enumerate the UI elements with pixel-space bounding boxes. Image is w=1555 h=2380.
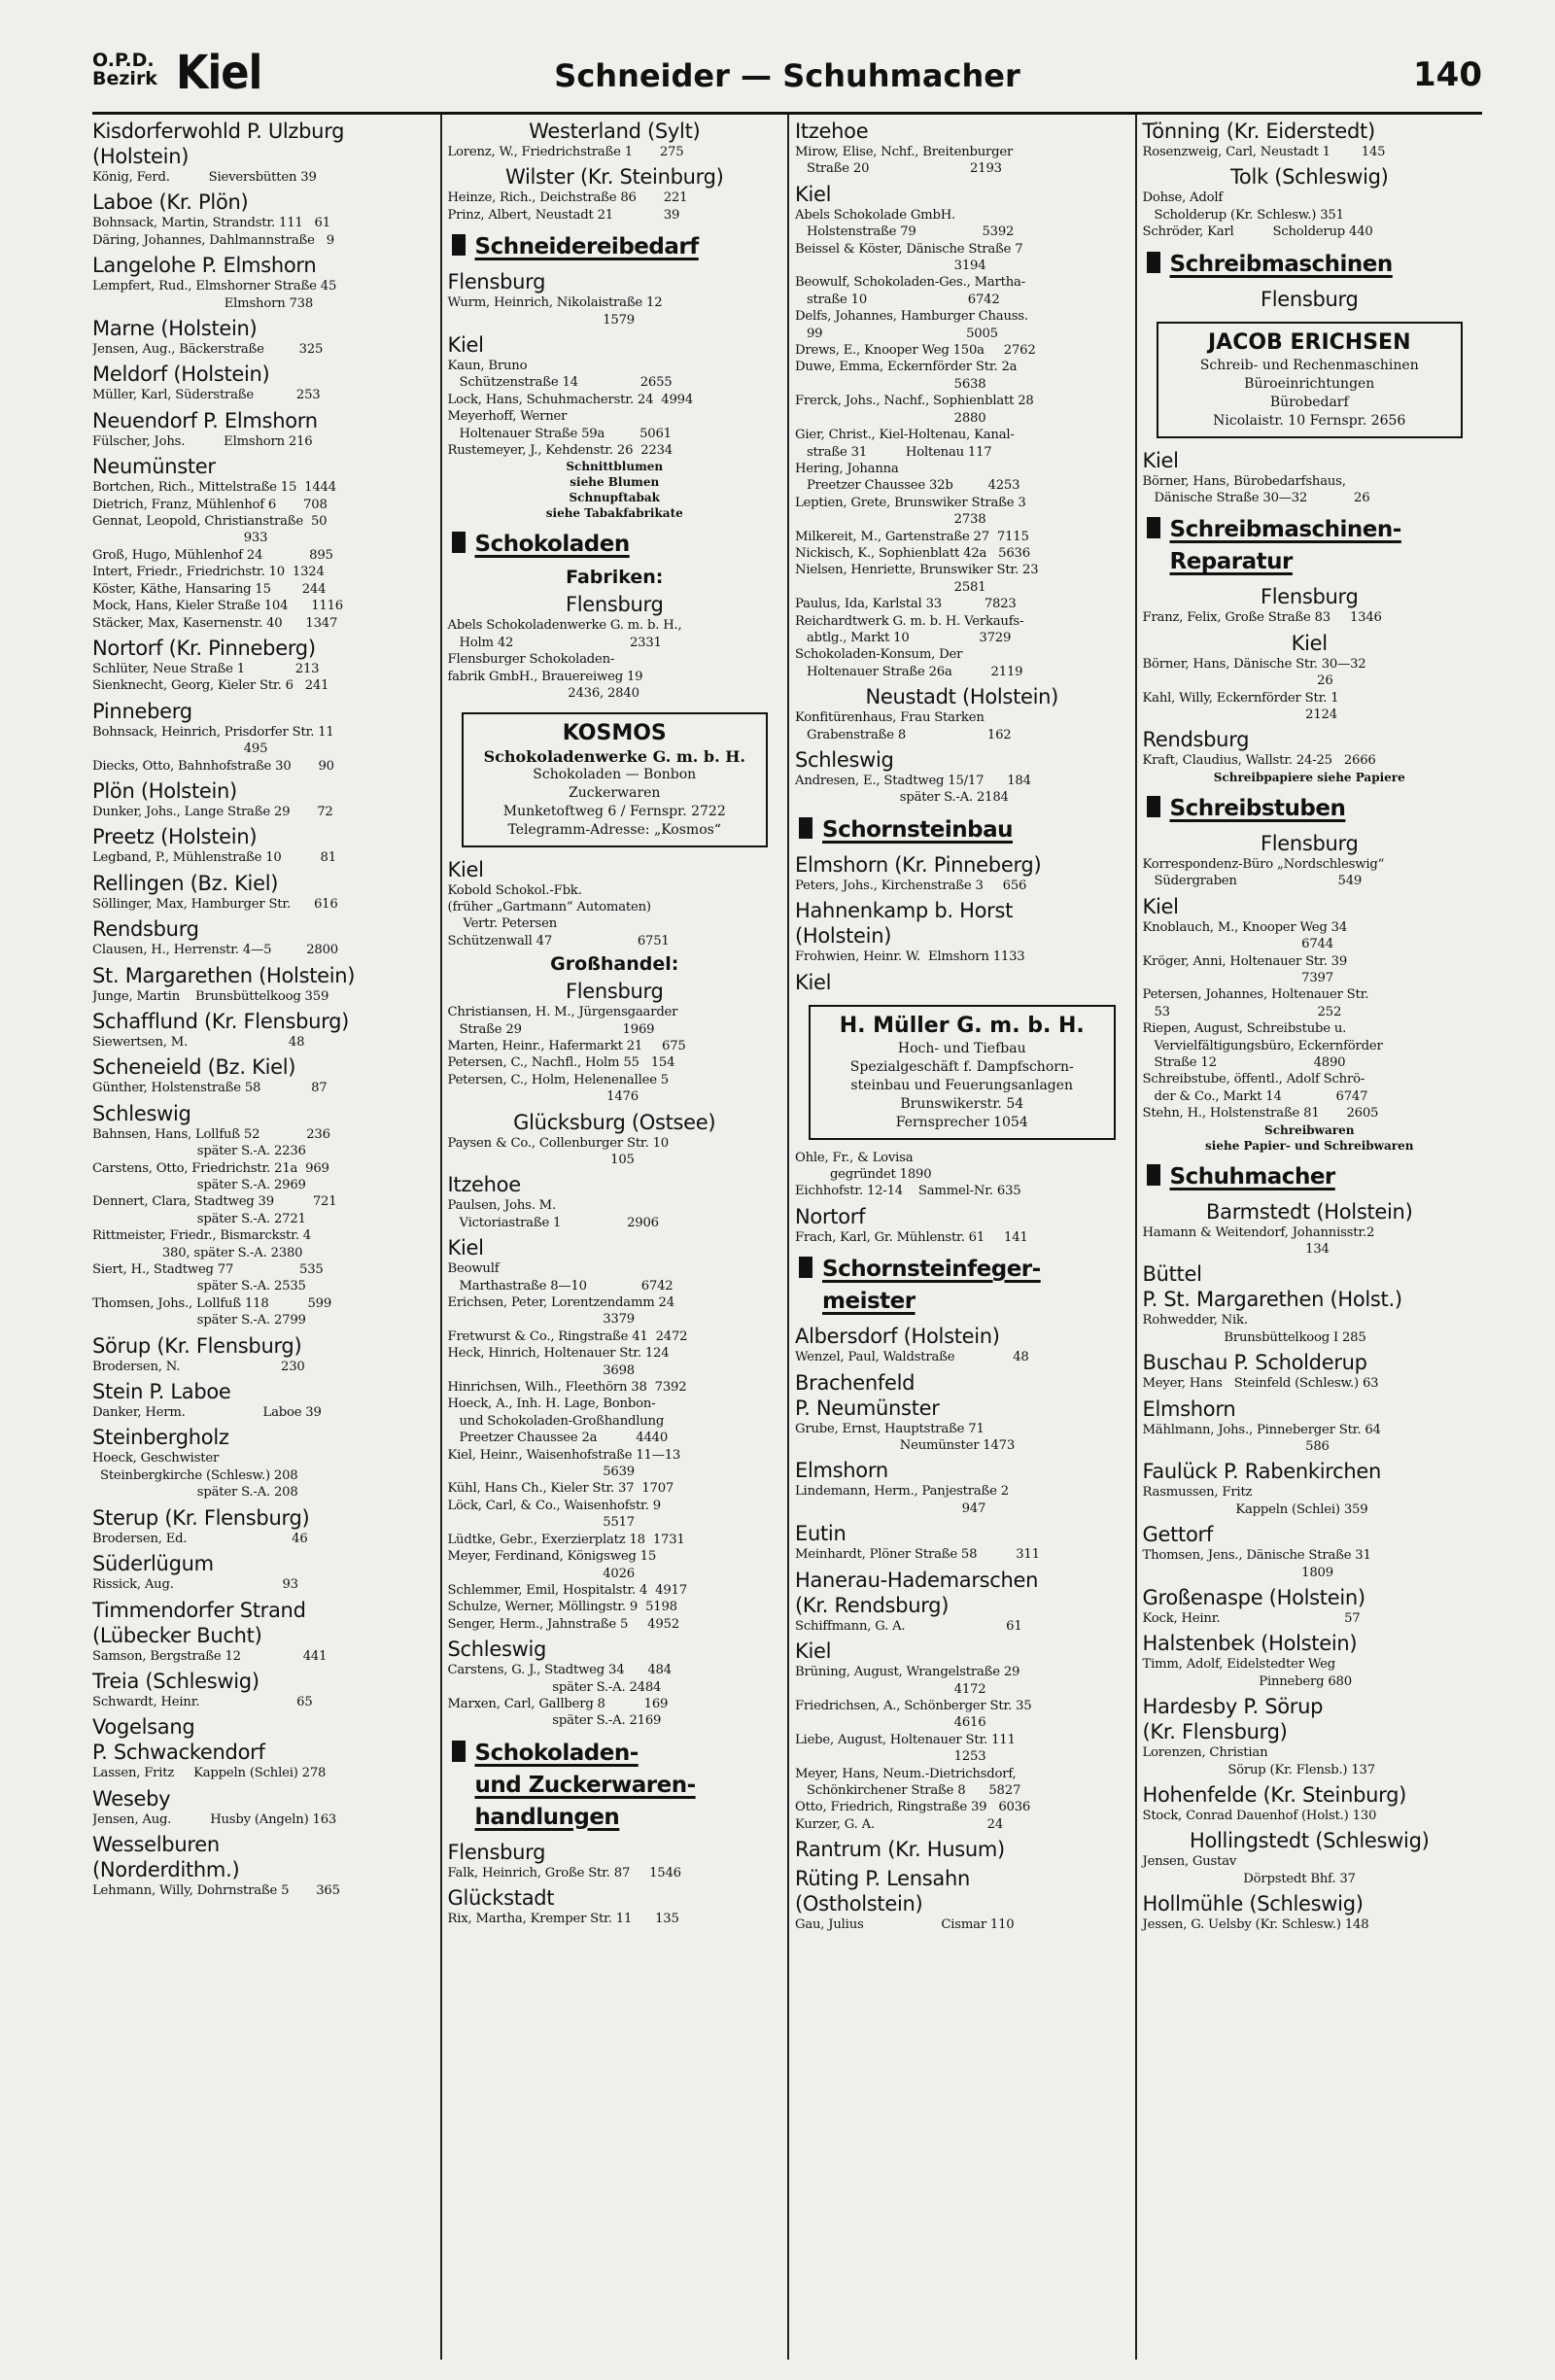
listing-entry: Rissick, Aug. 93 — [92, 1577, 298, 1593]
place-heading: Rellingen (Bz. Kiel) — [92, 871, 279, 895]
column-3 — [787, 115, 1135, 2360]
listing-entry: Junge, Martin Brunsbüttelkoog 359 — [92, 988, 329, 1004]
listing-entry: Mählmann, Johs., Pinneberger Str. 64 586 — [1142, 1422, 1381, 1454]
advertisement-line: Schokoladen — Bonbon — [533, 766, 697, 782]
listing-entry: Jensen, Aug., Bäckerstraße 325 — [92, 342, 324, 358]
place-heading: Hollingstedt (Schleswig) — [1189, 1829, 1430, 1853]
place-heading: Steinbergholz — [92, 1426, 229, 1450]
cross-reference: Schreibpapiere siehe Papiere — [1213, 770, 1405, 784]
listing-entry: Rosenzweig, Carl, Neustadt 1 145 — [1142, 145, 1386, 159]
place-heading: Hohenfelde (Kr. Steinburg) — [1142, 1783, 1407, 1808]
place-heading: Halstenbek (Holstein) — [1142, 1632, 1358, 1656]
listing-entry: Frohwien, Heinr. W. Elmshorn 1133 — [795, 949, 1025, 965]
place-heading: St. Margarethen (Holstein) — [92, 963, 356, 987]
place-heading: Hollmühle (Schleswig) — [1142, 1892, 1364, 1916]
listing-entry: Paysen & Co., Collenburger Str. 10 105 — [447, 1135, 669, 1167]
category-title: Schornsteinfeger- meister — [822, 1257, 1041, 1315]
listing-entry: Heinze, Rich., Deichstraße 86 221 Prinz, Albert, Neustadt 21 39 — [447, 190, 688, 223]
listing-entry: Ohle, Fr., & Lovisa gegründet 1890 Eichhofstr. 12-14 Sammel-Nr. 635 — [795, 1150, 1021, 1199]
listing-entry: Meyer, Hans Steinfeld (Schlesw.) 63 — [1142, 1376, 1379, 1392]
listing-entry: Kobold Schokol.-Fbk. (früher „Gartmann“ Automaten) Vertr. Petersen Schützenwall 47 6751 — [447, 882, 670, 949]
place-heading: Buschau P. Scholderup — [1142, 1351, 1367, 1375]
advertisement-box — [809, 1005, 1116, 1140]
category-title: Schreibmaschinen- Reparatur — [1169, 517, 1401, 575]
listing-entry: Wurm, Heinrich, Nikolaistraße 12 1579 — [447, 295, 663, 328]
place-heading: Wesselburen (Norderdithm.) — [92, 1833, 240, 1882]
directory-columns — [92, 115, 1482, 2360]
listing-entry: Bortchen, Rich., Mittelstraße 15 1444 Dietrich, Franz, Mühlenhof 6 708 Gennat, Leopold, Christianstraße 50 933 Groß, Hugo, Mühlenhof 24 895 Intert, Friedr., Friedrichstr. 10 1324 Köster, Käthe, Hansaring 15 244 Mock, Hans, Kieler Straße 104 1116 Stäcker, Max, Kasernenstr. 40 1347 — [92, 480, 343, 631]
listing-entry: Abels Schokolade GmbH. Holstenstraße 79 5392 Beissel & Köster, Dänische Straße 7 3194 Beowulf, Schokoladen-Ges., Martha- straße 10 6742 Delfs, Johannes, Hamburger Chauss. 99 5005 Drews, E., Knooper Weg 150a 2762 Duwe, Emma, Eckernförder Str. 2a 5638 Frerck, Johs., Nachf., Sophienblatt 28 2880 Gier, Christ., Kiel-Holtenau, Kanal- straße 31 Holtenau 117 Hering, Johanna Preetzer Chaussee 32b 4253 Leptien, Grete, Brunswiker Straße 3 2738 Milkereit, M., Gartenstraße 27 7115 Nickisch, K., Sophienblatt 42a 5636 Nielsen, Henriette, Brunswiker Str. 23 2581 Paulus, Ida, Karlstal 33 7823 Reichardtwerk G. m. b. H. Verkaufs- abtlg., Markt 10 3729 Schokoladen-Konsum, Der Holtenauer Straße 26a 2119 — [795, 207, 1039, 679]
place-heading: Wilster (Kr. Steinburg) — [504, 165, 724, 190]
place-heading: Flensburg — [1260, 831, 1359, 855]
listing-entry: Schwardt, Heinr. 65 — [92, 1694, 313, 1709]
listing-entry: König, Ferd. Sieversbütten 39 — [92, 170, 317, 185]
place-heading: Plön (Holstein) — [92, 778, 237, 803]
page-header — [92, 44, 1482, 115]
listing-entry: Mirow, Elise, Nchf., Breitenburger Straße 20 2193 — [795, 145, 1014, 177]
place-heading: Meldorf (Holstein) — [92, 362, 270, 387]
cross-reference: Schnittblumen siehe Blumen — [566, 460, 664, 490]
listing-entry: Bohnsack, Heinrich, Prisdorfer Str. 11 495 Diecks, Otto, Bahnhofstraße 30 90 — [92, 724, 334, 774]
listing-entry: Schiffmann, G. A. 61 — [795, 1618, 1022, 1634]
listing-entry: Rix, Martha, Kremper Str. 11 135 — [447, 1912, 679, 1927]
place-heading: Hardesby P. Sörup (Kr. Flensburg) — [1142, 1695, 1324, 1744]
category-heading — [795, 814, 1129, 846]
place-heading: Neuendorf P. Elmshorn — [92, 408, 318, 432]
place-heading: Scheneield (Bz. Kiel) — [92, 1055, 296, 1080]
listing-entry: Schlüter, Neue Straße 1 213 Sienknecht, Georg, Kieler Str. 6 241 — [92, 661, 329, 694]
place-heading: Nortorf (Kr. Pinneberg) — [92, 636, 316, 660]
place-heading: Stein P. Laboe — [92, 1380, 231, 1404]
place-heading: Rüting P. Lensahn (Ostholstein) — [795, 1867, 970, 1916]
column-1 — [92, 115, 440, 2360]
place-heading: Schleswig — [795, 748, 894, 772]
listing-entry: Brüning, August, Wrangelstraße 29 4172 Friedrichsen, A., Schönberger Str. 35 4616 Liebe, August, Holtenauer Str. 111 1253 Meyer, Hans, Neum.-Dietrichsdorf, Schönkirchener Straße 8 5827 Otto, Friedrich, Ringstraße 39 6036 Kurzer, G. A. 24 — [795, 1665, 1032, 1832]
listing-entry: Falk, Heinrich, Große Str. 87 1546 — [447, 1865, 681, 1880]
place-heading: Eutin — [795, 1522, 847, 1546]
listing-entry: Rasmussen, Fritz Kappeln (Schlei) 359 — [1142, 1485, 1368, 1517]
category-heading — [795, 1254, 1129, 1318]
place-heading: Laboe (Kr. Plön) — [92, 190, 249, 215]
place-heading: Kisdorferwohld P. Ulzburg (Holstein) — [92, 120, 345, 168]
place-heading: Elmshorn — [795, 1459, 888, 1483]
cross-reference: Schnupftabak siehe Tabakfabrikate — [545, 491, 683, 521]
advertisement-line: Telegramm-Adresse: „Kosmos“ — [507, 821, 721, 838]
advertisement-line: Zuckerwaren — [569, 784, 661, 801]
listing-entry: Jensen, Aug. Husby (Angeln) 163 — [92, 1811, 337, 1827]
place-heading: Marne (Holstein) — [92, 317, 258, 341]
listing-entry: Konfitürenhaus, Frau Starken Grabenstraße 8 162 — [795, 710, 1012, 742]
place-heading: Vogelsang P. Schwackendorf — [92, 1715, 265, 1765]
advertisement-line: Büroeinrichtungen — [1244, 375, 1375, 392]
category-heading — [448, 529, 782, 561]
listing-entry: Franz, Felix, Große Straße 83 1346 — [1142, 610, 1382, 626]
listing-entry: Stock, Conrad Dauenhof (Holst.) 130 — [1142, 1809, 1377, 1824]
listing-entry: Söllinger, Max, Hamburger Str. 616 — [92, 896, 338, 912]
place-heading: Großenaspe (Holstein) — [1142, 1586, 1365, 1610]
category-square-icon — [799, 1257, 812, 1278]
listing-entry: Frach, Karl, Gr. Mühlenstr. 61 141 — [795, 1229, 1028, 1245]
listing-entry: Rohwedder, Nik. Brunsbüttelkoog I 285 — [1142, 1313, 1366, 1345]
advertisement-line: Nicolaistr. 10 Fernspr. 2656 — [1213, 412, 1406, 429]
place-heading: Pinneberg — [92, 699, 192, 723]
place-heading: Timmendorfer Strand (Lübecker Bucht) — [92, 1598, 306, 1647]
place-heading: Süderlügum — [92, 1552, 214, 1576]
place-heading: Flensburg — [1260, 585, 1359, 609]
place-heading: Flensburg — [447, 270, 546, 294]
place-heading: Rendsburg — [1142, 728, 1250, 752]
column-2 — [440, 115, 788, 2360]
advertisement-box — [1157, 322, 1464, 438]
place-heading: Rantrum (Kr. Husum) — [795, 1838, 1005, 1862]
advertisement-title: KOSMOS — [562, 720, 667, 745]
listing-entry: Hoeck, Geschwister Steinbergkirche (Schlesw.) 208 später S.-A. 208 — [92, 1451, 298, 1500]
listing-entry: Lassen, Fritz Kappeln (Schlei) 278 — [92, 1766, 327, 1781]
advertisement-line: Hoch- und Tiefbau — [897, 1040, 1026, 1056]
listing-entry: Meinhardt, Plöner Straße 58 311 — [795, 1547, 1040, 1563]
listing-entry: Paulsen, Johs. M. Victoriastraße 1 2906 — [447, 1198, 659, 1230]
category-square-icon — [1147, 517, 1160, 538]
category-square-icon — [799, 817, 812, 839]
category-title: Schneidereibedarf — [474, 234, 699, 260]
advertisement-line: Fernsprecher 1054 — [895, 1114, 1028, 1130]
category-heading — [1143, 514, 1477, 578]
advertisement-line: Munketoftweg 6 / Fernspr. 2722 — [502, 803, 726, 819]
listing-entry: Christiansen, H. M., Jürgensgaarder Straße 29 1969 Marten, Heinr., Hafermarkt 21 675 Petersen, C., Nachfl., Holm 55 154 Petersen, C., Holm, Helenenallee 5 1476 — [447, 1005, 686, 1105]
place-heading: Rendsburg — [92, 917, 199, 942]
place-heading: Tönning (Kr. Eiderstedt) — [1142, 120, 1375, 143]
place-heading: Albersdorf (Holstein) — [795, 1325, 1000, 1349]
listing-entry: Jensen, Gustav Dörpstedt Bhf. 37 — [1142, 1854, 1356, 1886]
category-heading — [1143, 249, 1477, 281]
category-heading — [1143, 1161, 1477, 1193]
place-heading: Flensburg — [447, 1840, 546, 1864]
city-title: Kiel — [176, 46, 262, 100]
place-heading: Glücksburg (Ostsee) — [513, 1110, 716, 1134]
listing-entry: Lorenzen, Christian Sörup (Kr. Flensb.) 137 — [1142, 1745, 1375, 1777]
advertisement-box — [462, 712, 769, 847]
category-square-icon — [1147, 1164, 1160, 1186]
listing-entry: Brodersen, Ed. 46 — [92, 1531, 308, 1546]
category-title: Schokoladen — [474, 532, 630, 558]
category-title: Schokoladen- und Zuckerwaren- handlungen — [474, 1740, 696, 1830]
place-heading: Kiel — [1142, 448, 1179, 472]
place-heading: Glückstadt — [447, 1886, 555, 1911]
listing-entry: Danker, Herm. Laboe 39 — [92, 1405, 322, 1421]
place-heading: Nortorf — [795, 1204, 866, 1228]
listing-entry: Müller, Karl, Süderstraße 253 — [92, 388, 321, 403]
listing-entry: Hamann & Weitendorf, Johannisstr.2 134 — [1142, 1224, 1375, 1257]
listing-entry: Dunker, Johs., Lange Straße 29 72 — [92, 804, 333, 819]
listing-entry: Kraft, Claudius, Wallstr. 24-25 2666 — [1142, 753, 1376, 769]
category-square-icon — [452, 1741, 466, 1762]
place-heading: Schleswig — [447, 1638, 547, 1662]
place-heading: Treia (Schleswig) — [92, 1669, 259, 1693]
listing-entry: Lindemann, Herm., Panjestraße 2 947 — [795, 1484, 1009, 1516]
listing-entry: Börner, Hans, Bürobedarfshaus, Dänische Straße 30—32 26 — [1142, 473, 1370, 506]
listing-entry: Lehmann, Willy, Dohrnstraße 5 365 — [92, 1883, 340, 1899]
place-heading: Tolk (Schleswig) — [1229, 165, 1389, 190]
place-heading: Sörup (Kr. Flensburg) — [92, 1333, 302, 1358]
place-heading: Büttel P. St. Margarethen (Holst.) — [1142, 1262, 1402, 1312]
place-heading: Weseby — [92, 1786, 171, 1811]
place-heading: Elmshorn — [1142, 1397, 1236, 1421]
place-heading: Kiel — [795, 182, 832, 206]
listing-entry: Carstens, G. J., Stadtweg 34 484 später S.-A. 2484 Marxen, Carl, Gallberg 8 169 später S.-A. 2169 — [447, 1663, 672, 1729]
place-heading: Itzehoe — [795, 120, 869, 143]
category-heading — [1143, 793, 1477, 825]
column-4 — [1135, 115, 1483, 2360]
listing-entry: Gau, Julius Cismar 110 — [795, 1917, 1015, 1933]
cross-reference: Schreibwaren siehe Papier- und Schreibwaren — [1205, 1122, 1414, 1153]
page-number: 140 — [1413, 55, 1482, 94]
listing-entry: Dohse, Adolf Scholderup (Kr. Schlesw.) 351 Schröder, Karl Scholderup 440 — [1142, 190, 1373, 240]
advertisement-line: Spezialgeschäft f. Dampfschorn- — [849, 1058, 1074, 1075]
place-heading: Kiel — [447, 857, 484, 881]
category-title: Schreibstuben — [1169, 795, 1346, 821]
listing-entry: Legband, P., Mühlenstraße 10 81 — [92, 850, 336, 866]
place-heading: Elmshorn (Kr. Pinneberg) — [795, 852, 1042, 877]
listing-entry: Abels Schokoladenwerke G. m. b. H., Holm 42 2331 Flensburger Schokoladen- fabrik GmbH., Brauereiweg 19 2436, 2840 — [447, 618, 682, 702]
listing-entry: Wenzel, Paul, Waldstraße 48 — [795, 1350, 1029, 1365]
subheading: Großhandel: — [550, 953, 679, 976]
place-heading: Flensburg — [565, 593, 664, 617]
place-heading: Brachenfeld P. Neumünster — [795, 1370, 940, 1420]
category-heading — [448, 1738, 782, 1834]
place-heading: Gettorf — [1142, 1523, 1213, 1547]
listing-entry: Lorenz, W., Friedrichstraße 1 275 — [447, 145, 684, 159]
category-square-icon — [452, 234, 466, 256]
place-heading: Langelohe P. Elmshorn — [92, 254, 317, 278]
place-heading: Hanerau-Hademarschen (Kr. Rendsburg) — [795, 1568, 1039, 1617]
place-heading: Neustadt (Holstein) — [865, 685, 1059, 709]
listing-entry: Siewertsen, M. 48 — [92, 1034, 305, 1050]
category-title: Schreibmaschinen — [1169, 251, 1393, 277]
listing-entry: Samson, Bergstraße 12 441 — [92, 1648, 328, 1664]
advertisement-line: Brunswikerstr. 54 — [900, 1095, 1024, 1112]
listing-entry: Andresen, E., Stadtweg 15/17 184 später S.-A. 2184 — [795, 774, 1031, 806]
listing-entry: Grube, Ernst, Hauptstraße 71 Neumünster 1473 — [795, 1421, 1016, 1454]
advertisement-title: JACOB ERICHSEN — [1208, 329, 1411, 355]
listing-entry: Clausen, H., Herrenstr. 4—5 2800 — [92, 943, 338, 958]
subheading: Fabriken: — [566, 567, 664, 589]
place-heading: Kiel — [447, 333, 484, 358]
place-heading: Kiel — [1291, 631, 1328, 655]
advertisement-line: Schreib- und Rechenmaschinen — [1199, 357, 1419, 373]
listing-entry: Kock, Heinr. 57 — [1142, 1611, 1361, 1627]
place-heading: Preetz (Holstein) — [92, 825, 258, 849]
listing-entry: Lempfert, Rud., Elmshorner Straße 45 Elmshorn 738 — [92, 279, 337, 311]
place-heading: Schleswig — [92, 1101, 191, 1125]
place-heading: Kiel — [447, 1236, 484, 1260]
place-heading: Barmstedt (Holstein) — [1206, 1199, 1413, 1224]
district-label: O.P.D. Bezirk — [92, 50, 157, 89]
category-title: Schuhmacher — [1169, 1163, 1335, 1190]
category-heading — [448, 231, 782, 263]
category-square-icon — [1147, 796, 1160, 817]
listing-entry: Brodersen, N. 230 — [92, 1359, 305, 1374]
listing-entry: Peters, Johs., Kirchenstraße 3 656 — [795, 878, 1027, 893]
place-heading: Neumünster — [92, 455, 216, 479]
listing-entry: Bahnsen, Hans, Lollfuß 52 236 später S.-A. 2236 Carstens, Otto, Friedrichstr. 21a 969 später S.-A. 2969 Dennert, Clara, Stadtweg 39 721 später S.-A. 2721 Rittmeister, Friedr., Bismarckstr. 4 380, später S.-A. 2380 Siert, H., Stadtweg 77 535 später S.-A. 2535 Thomsen, Johs., Lollfuß 118 599 später S.-A. 2799 — [92, 1126, 337, 1328]
listing-entry: Beowulf Marthastraße 8—10 6742 Erichsen, Peter, Lorentzendamm 24 3379 Fretwurst & Co., Ringstraße 41 2472 Heck, Hinrich, Holtenauer Str. 124 3698 Hinrichsen, Wilh., Fleethörn 38 7392 Hoeck, A., Inh. H. Lage, Bonbon- und Schokoladen-Großhandlung Preetzer Chaussee 2a 4440 Kiel, Heinr., Waisenhofstraße 11—13 5639 Kühl, Hans Ch., Kieler Str. 37 1707 Löck, Carl, & Co., Waisenhofstr. 9 5517 Lüdtke, Gebr., Exerzierplatz 18 1731 Meyer, Ferdinand, Königsweg 15 4026 Schlemmer, Emil, Hospitalstr. 4 4917 Schulze, Werner, Möllingstr. 9 5198 Senger, Herm., Jahnstraße 5 4952 — [447, 1261, 688, 1632]
listing-entry: Jessen, G. Uelsby (Kr. Schlesw.) 148 — [1142, 1917, 1369, 1933]
place-heading: Flensburg — [1260, 287, 1359, 311]
listing-entry: Kaun, Bruno Schützenstraße 14 2655 Lock, Hans, Schuhmacherstr. 24 4994 Meyerhoff, Werner Holtenauer Straße 59a 5061 Rustemeyer, J., Kehdenstr. 26 2234 — [447, 359, 694, 459]
advertisement-line: steinbau und Feuerungsanlagen — [850, 1077, 1074, 1093]
listing-entry: Knoblauch, M., Knooper Weg 34 6744 Kröger, Anni, Holtenauer Str. 39 7397 Petersen, Johannes, Holtenauer Str. 53 252 Riepen, August, Schreibstube u. Vervielfältigungsbüro, Eckernförder Straße 12 4890 Schreibstube, öffentl., Adolf Schrö- der & Co., Markt 14 6747 Stehn, H., Holstenstraße 81 2605 — [1142, 919, 1383, 1121]
place-heading: Kiel — [1142, 894, 1179, 918]
listing-entry: Korrespondenz-Büro „Nordschleswig“ Südergraben 549 — [1142, 856, 1385, 889]
place-heading: Hahnenkamp b. Horst (Holstein) — [795, 899, 1014, 949]
listing-entry: Timm, Adolf, Eidelstedter Weg Pinneberg 680 — [1142, 1657, 1352, 1689]
place-heading: Faulück P. Rabenkirchen — [1142, 1460, 1382, 1484]
advertisement-subtitle: Schokoladenwerke G. m. b. H. — [483, 746, 745, 766]
place-heading: Flensburg — [565, 980, 664, 1004]
listing-entry: Bohnsack, Martin, Strandstr. 111 61 Däring, Johannes, Dahlmannstraße 9 — [92, 216, 334, 248]
listing-entry: Günther, Holstenstraße 58 87 — [92, 1081, 328, 1096]
place-heading: Westerland (Sylt) — [529, 120, 701, 143]
place-heading: Kiel — [795, 970, 832, 994]
place-heading: Schafflund (Kr. Flensburg) — [92, 1009, 350, 1033]
place-heading: Kiel — [795, 1639, 832, 1664]
page-range-heading: Schneider — Schuhmacher — [554, 57, 1020, 94]
listing-entry: Fülscher, Johs. Elmshorn 216 — [92, 433, 313, 449]
advertisement-title: H. Müller G. m. b. H. — [839, 1013, 1085, 1038]
advertisement-line: Bürobedarf — [1269, 394, 1349, 410]
category-square-icon — [452, 532, 466, 553]
category-title: Schornsteinbau — [822, 816, 1013, 843]
listing-entry: Thomsen, Jens., Dänische Straße 31 1809 — [1142, 1548, 1371, 1580]
listing-entry: Börner, Hans, Dänische Str. 30—32 26 Kahl, Willy, Eckernförder Str. 1 2124 — [1142, 656, 1366, 723]
category-square-icon — [1147, 252, 1160, 273]
place-heading: Itzehoe — [447, 1173, 521, 1197]
place-heading: Sterup (Kr. Flensburg) — [92, 1505, 310, 1530]
